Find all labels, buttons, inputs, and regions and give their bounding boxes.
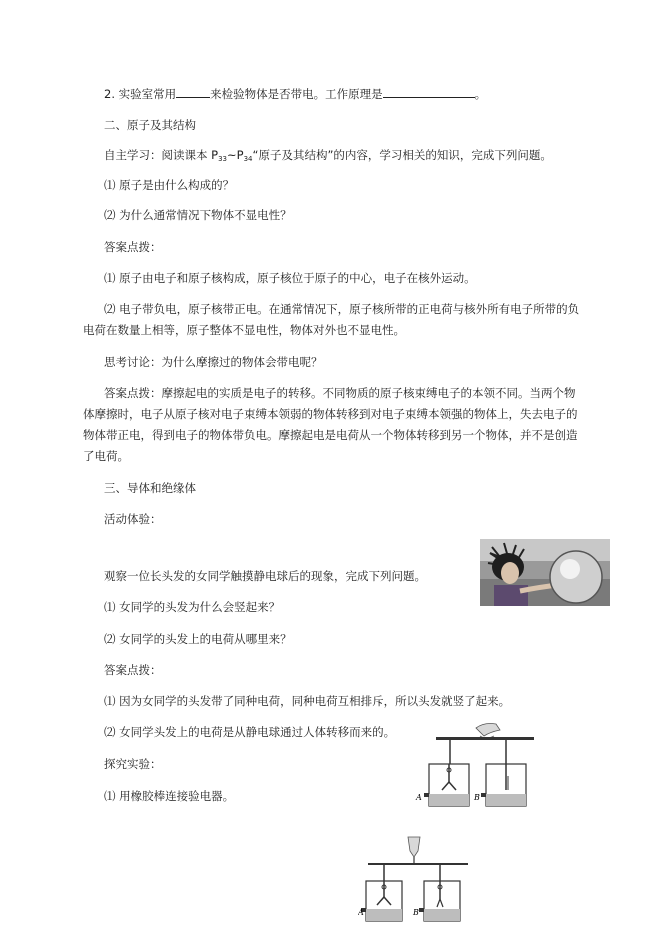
static-ball-photo bbox=[480, 539, 610, 606]
answer-hair-1: ⑴ 因为女同学的头发带了同种电荷，同种电荷互相排斥，所以头发就竖了起来。 bbox=[104, 694, 511, 708]
answer-blank[interactable] bbox=[383, 86, 475, 98]
section-2-title: 二、原子及其结构 bbox=[104, 118, 196, 132]
electroscope-diagram-1 bbox=[414, 720, 534, 810]
question-2: 2. 实验室常用 来检验物体是否带电。工作原理是 。 bbox=[104, 87, 487, 101]
question-hair-1: ⑴ 女同学的头发为什么会竖起来？ bbox=[104, 600, 281, 614]
answer-hair-2: ⑵ 女同学头发上的电荷是从静电球通过人体转移而来的。 bbox=[104, 725, 396, 739]
question-atom-1: ⑴ 原子是由什么构成的？ bbox=[104, 178, 235, 192]
experiment-1: ⑴ 用橡胶棒连接验电器。 bbox=[104, 789, 235, 803]
answer-hint-heading-2: 答案点拨： bbox=[104, 663, 162, 677]
answer-atom-2-line-1: ⑵ 电子带负电，原子核带正电。在通常情况下，原子核所带的正电荷与核外所有电子所带的负 bbox=[104, 302, 580, 316]
think-discuss: 思考讨论：为什么摩擦过的物体会带电呢？ bbox=[104, 355, 323, 369]
observe-instruction: 观察一位长头发的女同学触摸静电球后的现象，完成下列问题。 bbox=[104, 569, 426, 583]
electroscope-diagram-2 bbox=[358, 835, 474, 925]
electroscope-figure-2 bbox=[358, 835, 474, 925]
static-ball-photo-image bbox=[480, 539, 610, 606]
label-a-2: A bbox=[358, 908, 364, 917]
answer-blank[interactable] bbox=[176, 86, 210, 98]
answer-atom-2-line-2: 电荷在数量上相等，原子整体不显电性，物体对外也不显电性。 bbox=[83, 323, 405, 337]
question-atom-2: ⑵ 为什么通常情况下物体不显电性？ bbox=[104, 208, 292, 222]
electroscope-figure-1 bbox=[414, 720, 534, 810]
friction-answer-line-4: 了电荷。 bbox=[83, 449, 129, 463]
friction-answer-line-3: 物体带正电，得到电子的物体带负电。摩擦起电是电荷从一个物体转移到另一个物体，并不是创造 bbox=[83, 428, 578, 442]
answer-atom-1: ⑴ 原子由电子和原子核构成，原子核位于原子的中心，电子在核外运动。 bbox=[104, 271, 476, 285]
section-3-title: 三、导体和绝缘体 bbox=[104, 481, 196, 495]
answer-hint-heading: 答案点拨： bbox=[104, 240, 162, 254]
label-b: B bbox=[474, 793, 480, 802]
label-a: A bbox=[416, 793, 422, 802]
label-b-2: B bbox=[413, 908, 419, 917]
friction-answer-line-2: 体摩擦时，电子从原子核对电子束缚本领弱的物体转移到对电子束缚本领强的物体上，失去电子的 bbox=[83, 407, 578, 421]
self-study: 自主学习：阅读课本 $P_{33}\sim P_{34}“$原子及其结构”的内容，学习相关的知识，完成下列问题。 bbox=[104, 148, 552, 163]
explore-heading: 探究实验： bbox=[104, 757, 162, 771]
question-hair-2: ⑵ 女同学的头发上的电荷从哪里来？ bbox=[104, 632, 292, 646]
friction-answer-line-1: 答案点拨：摩擦起电的实质是电子的转移。不同物质的原子核束缚电子的本领不同。当两个物 bbox=[104, 386, 576, 400]
activity-heading: 活动体验： bbox=[104, 512, 162, 526]
